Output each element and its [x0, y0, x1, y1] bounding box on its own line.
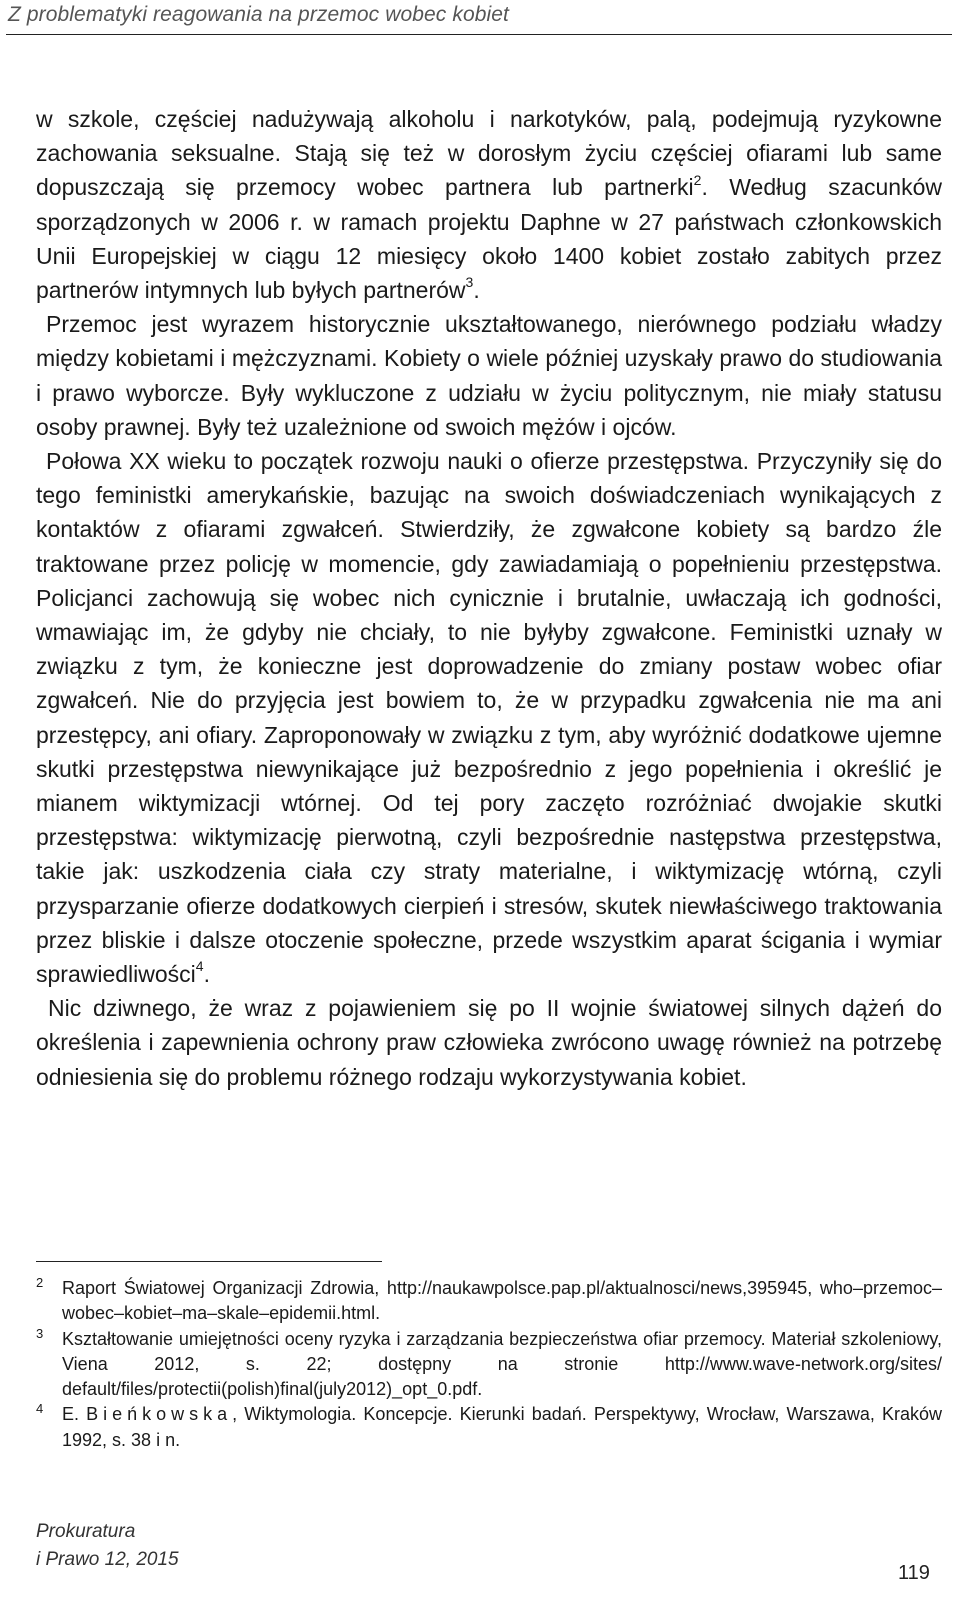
footnote-number: 2 — [36, 1275, 44, 1290]
paragraph-1-part-c: . — [473, 277, 480, 304]
footnotes — [36, 1276, 942, 1453]
journal-info — [36, 1518, 179, 1574]
paragraph-3-part-a: Połowa XX wieku to początek rozwoju nauki o ofierze przestępstwa. Przyczyniły się do tego feministki amerykańskie, bazując na swoich doświadczeniach wynikających z kontaktów z ofiarami zgwałceń. Stwierdziły, że zgwałcone kobiety są bardzo źle traktowane przez policję w momencie, gdy zawiadamiają o popełnieniu przestępstwa. Policjanci zachowują się wobec nich cynicznie i brutalnie, uwłaczają ich godności, wmawiając im, że gdyby nie chciały, to nie byłyby zgwałcone. Feministki uznały w związku z tym, że konieczne jest doprowadzenie do zmiany postaw wobec ofiar zgwałceń. Nie do przyjęcia jest bowiem to, że w przypadku zgwałcenia nie ma ani przestępcy, ani ofiary. Zaproponowały w związku z tym, aby wyróżnić dodatkowe ujemne skutki przestępstwa niewynikające już bezpośrednio z jego popełnienia i określić je mianem wiktymizacji wtórnej. Od tej pory zaczęto rozróżniać dwojakie skutki przestępstwa: wiktymizację pierwotną, czyli bezpośrednie następstwa przestępstwa, takie jak: uszkodzenia ciała czy straty materialne, i wiktymizację wtórną, czyli przysparzanie ofierze dodatkowych cierpień i stresów, skutek niewłaściwego traktowania przez bliskie i dalsze otoczenie społeczne, przede wszystkim aparat ścigania i wymiar sprawiedliwości — [36, 448, 942, 988]
footnote-number: 3 — [36, 1325, 44, 1341]
footnote-ref-2[interactable]: 2 — [693, 171, 702, 188]
footnote-text: Raport Światowej Organizacji Zdrowia, http://naukawpolsce.pap.pl/aktualnosci/news,395945, who–przemoc–wobec–kobiet–ma–skale–epidemii.html. — [62, 1278, 942, 1324]
footnote-4 — [36, 1402, 942, 1453]
paragraph-1 — [36, 102, 942, 307]
journal-issue: i Prawo 12, 2015 — [36, 1549, 179, 1570]
paragraph-3 — [36, 444, 942, 991]
footnote-text: Kształtowanie umiejętności oceny ryzyka i zarządzania bezpieczeństwa ofiar przemocy. Materiał szkoleniowy, Viena 2012, s. 22; dostępny na stronie http://www.wave-network.org/sites/ default/files/protectii(polish)final(july2012)_opt_0.pdf. — [62, 1328, 942, 1400]
footnote-2 — [36, 1276, 942, 1327]
footnote-prefix: E. — [62, 1404, 87, 1425]
footnote-ref-4[interactable]: 4 — [195, 958, 204, 975]
paragraph-3-part-b: . — [203, 961, 210, 988]
paragraph-1-part-a: w szkole, częściej nadużywają alkoholu i narkotyków, palą, podejmują ryzykowne zachowania seksualne. Stają się też w dorosłym życiu częściej ofiarami lub same dopuszczają się przemocy wobec partnera lub partnerki — [36, 106, 942, 201]
main-text — [36, 102, 942, 1094]
journal-name: Prokuratura — [36, 1521, 136, 1542]
footnote-ref-3[interactable]: 3 — [465, 274, 474, 291]
footnote-number: 4 — [36, 1401, 44, 1417]
footnote-separator — [36, 1261, 382, 1262]
header-title: Z problematyki reagowania na przemoc wobec kobiet — [8, 3, 509, 26]
footnote-3 — [36, 1327, 942, 1403]
paragraph-1-part-b: . Według szacunków sporządzonych w 2006 r. w ramach projektu Daphne w 27 państwach członkowskich Unii Europejskiej w ciągu 12 miesięcy około 1400 kobiet zostało zabitych przez partnerów intymnych lub byłych partnerów — [36, 174, 942, 304]
running-header — [6, 0, 952, 35]
paragraph-4: Nic dziwnego, że wraz z pojawieniem się po II wojnie światowej silnych dążeń do określenia i zapewnienia ochrony praw człowieka zwrócono uwagę również na potrzebę odniesienia się do problemu różnego rodzaju wykorzystywania kobiet. — [36, 995, 942, 1090]
footnote-text: , Wiktymologia. Koncepcje. Kierunki badań. Perspektywy, Wrocław, Warszawa, Kraków 1992, s. 38 i n. — [62, 1404, 942, 1450]
page-number: 119 — [898, 1562, 930, 1584]
paragraph-2: Przemoc jest wyrazem historycznie ukształtowanego, nierównego podziału władzy między kobietami i mężczyznami. Kobiety o wiele później uzyskały prawo do studiowania i prawo wyborcze. Były wykluczone z udziału w życiu politycznym, nie miały statusu osoby prawnej. Były też uzależnione od swoich mężów i ojców. — [36, 311, 942, 440]
footnote-author: Bieńkowska — [86, 1404, 233, 1425]
